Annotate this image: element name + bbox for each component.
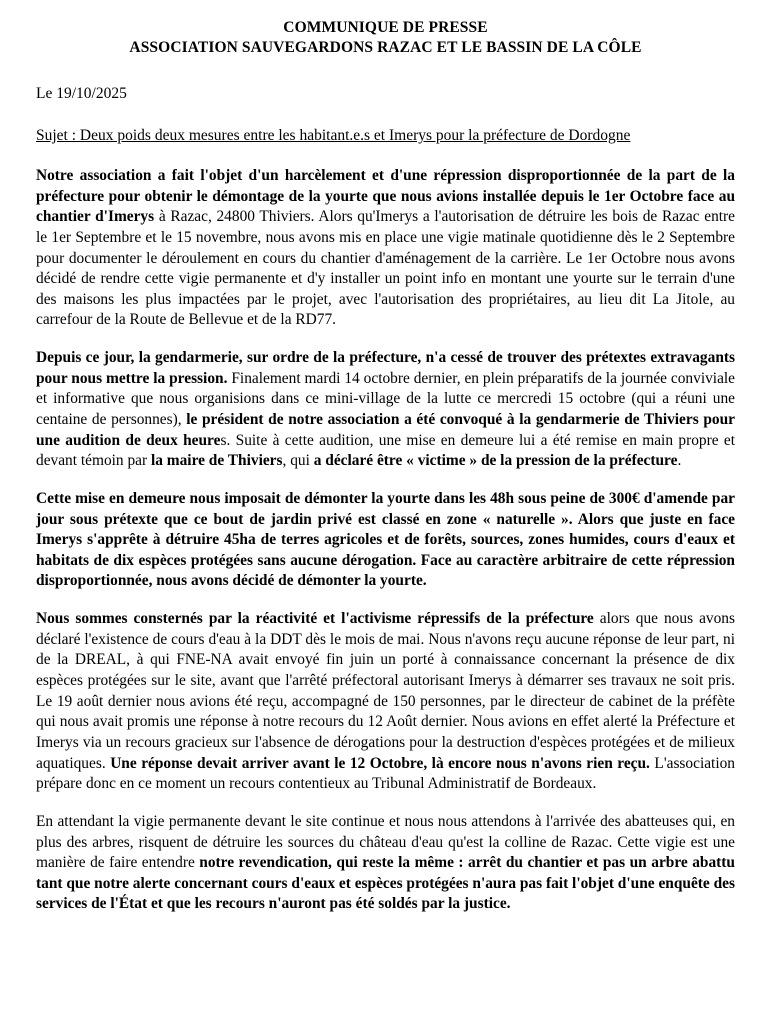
- p4-text-1: alors que nous avons déclaré l'existence de cours d'eau à la DDT dès le mois de mai. Nous n'avons reçu aucune réponse de leur part, ni de la DREAL, à qui FNE-NA avait envoyé fin juin un porté à connaissance concernant la présence de dix espèces protégées sur le site, avant que l'arrêté préfectoral autorisant Imerys à démarrer ses travaux ne soit pris. Le 19 août dernier nous avions été reçu, accompagné de 150 personnes, par le directeur de cabinet de la préfète qui nous avait promis une réponse à notre recours du 12 Août dernier. Nous avions en effet alerté la Préfecture et Imerys via un recours gracieux sur l'absence de dérogations pour la destruction d'espèces protégées et de milieux aquatiques.: [36, 610, 735, 772]
- title-line-2: ASSOCIATION SAUVEGARDONS RAZAC ET LE BASSIN DE LA CÔLE: [129, 38, 642, 56]
- p4-bold-1: Nous sommes consternés par la réactivité et l'activisme répressifs de la préfecture: [36, 610, 594, 628]
- p2-text-1: Finalement mardi 14 octobre dernier, en plein préparatifs de la journée conviviale et informative que nous organisions dans ce mini-village de la lutte ce mercredi 15 octobre (qui a réuni une centaine de personnes),: [36, 369, 736, 428]
- p2-text-3: , qui: [282, 452, 314, 470]
- p1-bold-1: Notre association a fait l'objet d'un harcèlement et d'une répression disproportionnée de la part de la préfecture pour obtenir le démontage de la yourte que nous avions installée depuis le 1er Octobre face au chantier d'Imerys: [36, 166, 735, 226]
- p2-bold-2: le président de notre association a été convoqué à la gendarmerie de Thiviers pour une audition de deux heure: [36, 410, 735, 449]
- p2-bold-3: la maire de Thiviers: [150, 452, 283, 470]
- paragraph-2: [36, 348, 735, 472]
- paragraph-4: [36, 609, 735, 795]
- p2-text-4: .: [677, 452, 682, 470]
- document-subject: Sujet : Deux poids deux mesures entre les habitant.e.s et Imerys pour la préfecture de Dordogne: [36, 126, 631, 144]
- p5-text-1: En attendant la vigie permanente devant le site continue et nous nous attendons à l'arrivée des abatteuses qui, en plus des arbres, risquent de détruire les sources du château d'eau qu'est la colline de Razac. Cette vigie est une manière de faire entendre: [36, 812, 735, 872]
- p4-text-2: L'association prépare donc en ce moment un recours contentieux au Tribunal Administratif de Bordeaux.: [36, 754, 735, 793]
- p2-text-2: s. Suite à cette audition, une mise en demeure lui a été remise en main propre et devant témoin par: [36, 431, 735, 470]
- p2-bold-1: Depuis ce jour, la gendarmerie, sur ordre de la préfecture, n'a cessé de trouver des prétextes extravagants pour nous mettre la pression.: [36, 349, 735, 387]
- document-date: Le 19/10/2025: [36, 84, 127, 102]
- p2-bold-4: a déclaré être « victime » de la pression de la préfecture: [313, 452, 678, 470]
- paragraph-3: [36, 489, 735, 592]
- paragraph-5: [36, 812, 735, 915]
- paragraph-1: [36, 166, 735, 331]
- document-title: [36, 18, 735, 58]
- p1-text-1: à Razac, 24800 Thiviers. Alors qu'Imerys a l'autorisation de détruire les bois de Razac entre le 1er Septembre et le 15 novembre, nous avons mis en place une vigie matinale quotidienne dès le 2 Septembre pour documenter le déroulement en cours du chantier d'aménagement de la carrière. Le 1er Octobre nous avons décidé de rendre cette vigie permanente et d'y installer un point info en montant une yourte sur le terrain d'une des maisons les plus impactées par le projet, avec l'autorisation des propriétaires, au lieu dit La Jitole, au carrefour de la Route de Bellevue et de la RD77.: [36, 208, 735, 329]
- p5-bold-1: notre revendication, qui reste la même : arrêt du chantier et pas un arbre abattu tant que notre alerte concernant cours d'eaux et espèces protégées n'aura pas fait l'objet d'une enquête des services de l'État et que les recours n'auront pas été soldés par la justice.: [36, 854, 735, 913]
- title-line-1: COMMUNIQUE DE PRESSE: [283, 19, 488, 36]
- p4-bold-2: Une réponse devait arriver avant le 12 Octobre, là encore nous n'avons rien reçu.: [110, 754, 650, 772]
- p3-bold-1: Cette mise en demeure nous imposait de démonter la yourte dans les 48h sous peine de 300€ d'amende par jour sous prétexte que ce bout de jardin privé est classé en zone « naturelle ». Alors que juste en face Imerys s'apprête à détruire 45ha de terres agricoles et de forêts, sources, zones humides, cours d'eaux et habitats de dix espèces protégées sans aucune dérogation. Face au caractère arbitraire de cette répression disproportionnée, nous avons décidé de démonter la yourte.: [36, 489, 735, 590]
